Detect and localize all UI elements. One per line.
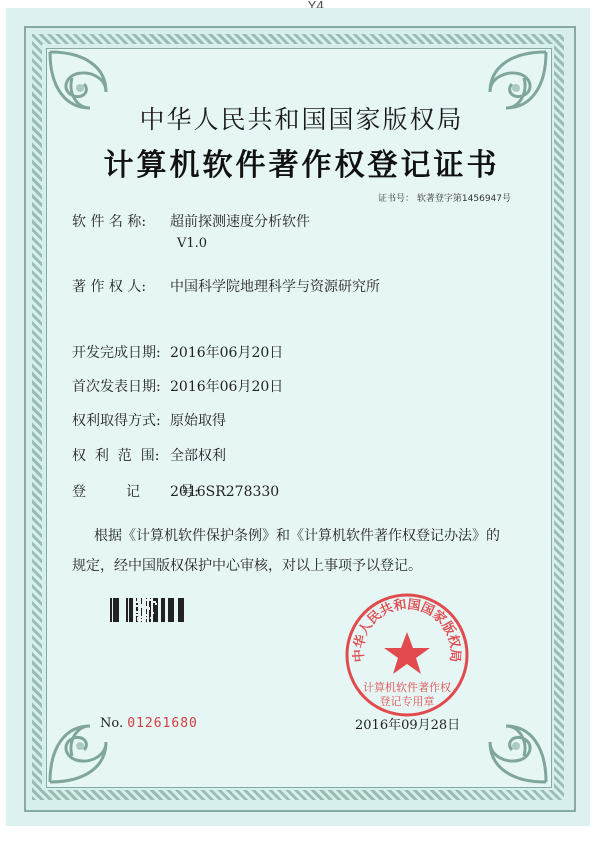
statement-line-1: 根据《计算机软件保护条例》和《计算机软件著作权登记办法》的	[94, 528, 500, 544]
svg-text:计算机软件著作权: 计算机软件著作权	[363, 681, 451, 694]
field-label: 权 利 范 围:	[72, 448, 160, 464]
registration-statement	[72, 521, 542, 581]
official-seal-stamp	[342, 590, 472, 720]
field-label: 登 记 号:	[72, 484, 199, 500]
software-version: V1.0	[177, 236, 208, 251]
field-value: 2016年06月20日	[170, 379, 284, 395]
serial-label: No.	[100, 716, 124, 731]
field-value: 原始取得	[170, 413, 226, 429]
field-value: 超前探测速度分析软件	[170, 214, 310, 230]
field-first-publication-date	[72, 376, 283, 396]
certificate-number: 证书号： 软著登字第1456947号	[378, 194, 511, 204]
serial-value: 01261680	[127, 716, 198, 731]
field-software-name	[72, 211, 310, 231]
barcode-2d	[110, 598, 184, 622]
certificate-title: 计算机软件著作权登记证书	[103, 148, 500, 183]
field-label: 开发完成日期:	[72, 345, 161, 361]
field-registration-number	[72, 481, 279, 501]
field-label: 权利取得方式:	[72, 413, 161, 429]
field-label: 软 件 名 称:	[72, 214, 147, 230]
field-value: 2016年06月20日	[170, 345, 284, 361]
statement-line-2: 规定，经中国版权保护中心审核，对以上事项予以登记。	[72, 558, 422, 574]
svg-text:中华人民共和国国家版权局: 中华人民共和国国家版权局	[351, 597, 463, 663]
svg-text:登记专用章: 登记专用章	[379, 695, 435, 708]
field-label: 著 作 权 人:	[72, 279, 147, 295]
field-rights-acquisition	[72, 410, 226, 430]
field-rights-scope	[72, 445, 226, 465]
field-value: 中国科学院地理科学与资源研究所	[170, 279, 380, 295]
field-copyright-owner	[72, 276, 380, 296]
field-value: 全部权利	[170, 448, 226, 464]
serial-number	[100, 716, 198, 731]
issuer-title: 中华人民共和国国家版权局	[139, 105, 464, 134]
corner-ornament-bottom-left	[46, 698, 134, 786]
corner-ornament-bottom-right	[462, 698, 550, 786]
field-label: 首次发表日期:	[72, 379, 161, 395]
issue-date: 2016年09月28日	[355, 718, 461, 733]
field-development-date	[72, 342, 283, 362]
field-value: 2016SR278330	[170, 484, 280, 500]
